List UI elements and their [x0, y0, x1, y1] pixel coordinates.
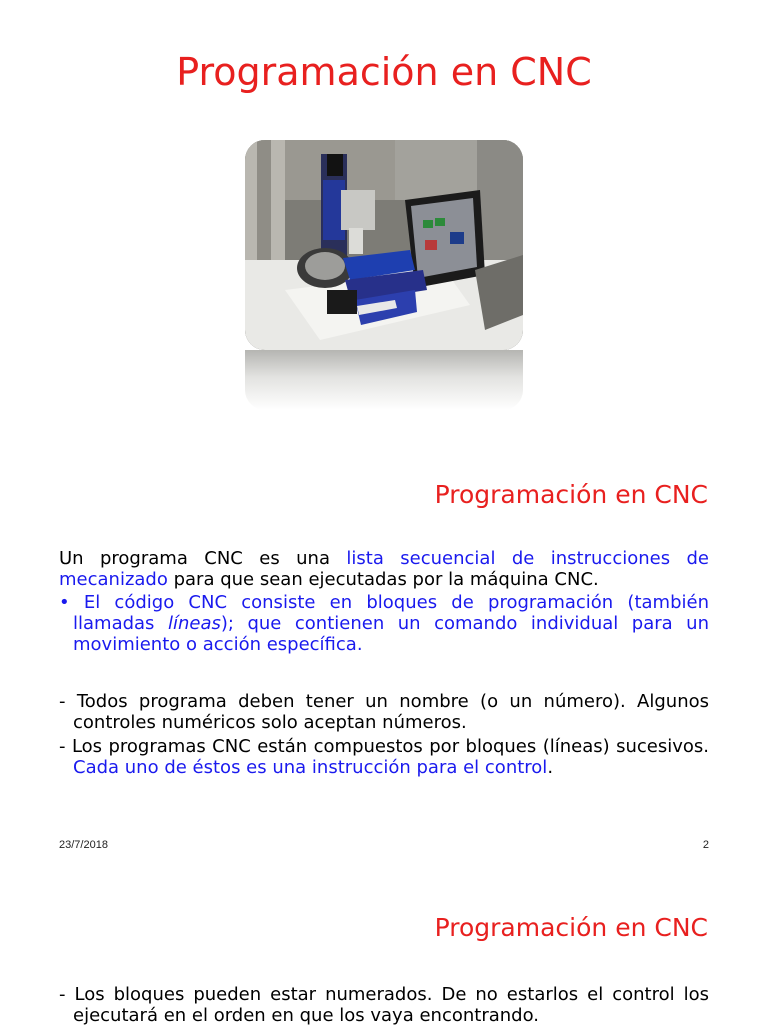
intro-highlight: lista secuencial de instrucciones de mecanizado: [59, 548, 709, 590]
intro-paragraph: [59, 548, 709, 590]
slide3-body: [59, 984, 709, 1026]
slide2-title: Programación en CNC: [434, 480, 708, 509]
dash-2-text: - Los programas CNC están compuestos por bloques (líneas) sucesivos.: [59, 736, 709, 757]
slide3-title: Programación en CNC: [434, 913, 708, 942]
bullet-marker: •: [59, 592, 70, 613]
intro-text-start: Un programa CNC es una: [59, 548, 347, 569]
dash-2-end: .: [547, 757, 554, 778]
intro-text-end: para que sean ejecutadas por la máquina CNC.: [167, 569, 599, 590]
dash-paragraph-2: [59, 736, 709, 778]
bullet-text-end: ); que contienen un comando individual para un movimiento o acción específica.: [73, 613, 709, 655]
bullet-text-start: El código CNC consiste en bloques de programación (también llamadas: [73, 592, 709, 634]
footer-date: 23/7/2018: [59, 839, 108, 851]
bullet-italic-word: líneas: [167, 613, 221, 634]
slide1-title: Programación en CNC: [176, 50, 592, 94]
slide3-dash-paragraph-1: - Los bloques pueden estar numerados. De no estarlos el control los ejecutará en el orden en que los vaya encontrando.: [59, 984, 709, 1026]
footer-page-number: 2: [702, 839, 709, 851]
dash-paragraph-1: - Todos programa deben tener un nombre (o un número). Algunos controles numéricos solo aceptan números.: [59, 691, 709, 733]
bullet-paragraph: [59, 592, 709, 655]
cnc-machine-illustration: [245, 140, 523, 350]
photo-reflection: [245, 350, 523, 410]
slide2-body: [59, 548, 709, 778]
cnc-machine-photo: [245, 140, 523, 350]
dash-2-highlight: Cada uno de éstos es una instrucción para el control: [73, 757, 548, 778]
